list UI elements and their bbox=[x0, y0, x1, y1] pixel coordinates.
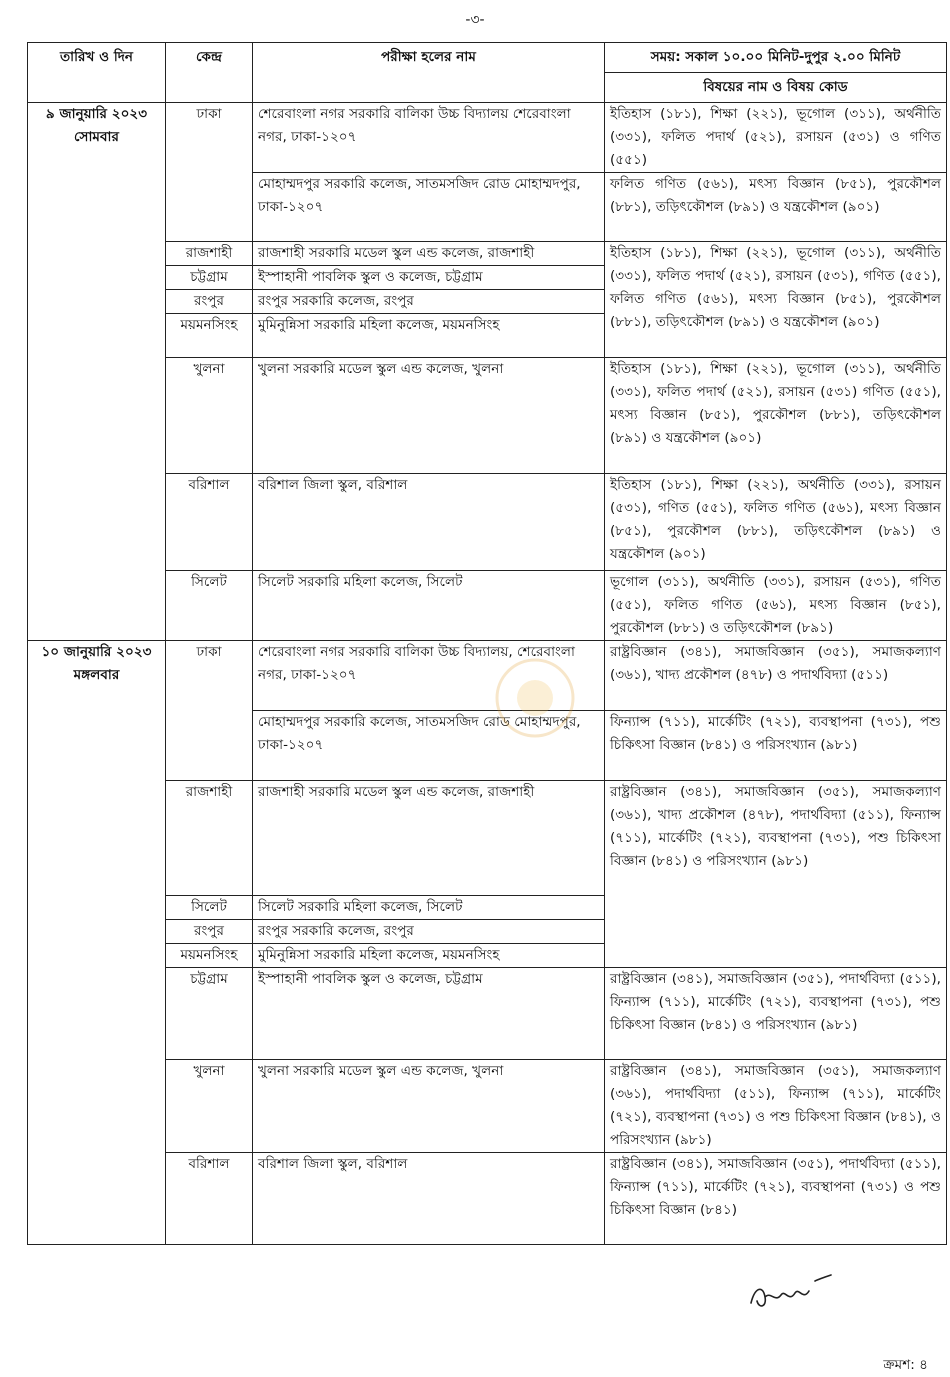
header-subject: বিষয়ের নাম ও বিষয় কোড bbox=[605, 73, 947, 103]
table-row bbox=[28, 1060, 947, 1153]
subject-cell: রাষ্ট্রবিজ্ঞান (৩৪১), সমাজবিজ্ঞান (৩৫১), সমাজকল্যাণ (৩৬১), পদার্থবিদ্যা (৫১১), ফিন্যান্স (৭১১), মার্কেটিং (৭২১), ব্যবস্থাপনা (৭৩১) ও পশু চিকিৎসা বিজ্ঞান (৮৪১), ও পরিসংখ্যান (৯৮১) bbox=[605, 1060, 947, 1153]
hall-cell: মোহাম্মদপুর সরকারি কলেজ, সাতমসজিদ রোড মোহাম্মদপুর, ঢাকা-১২০৭ bbox=[253, 173, 605, 242]
date-cell bbox=[28, 103, 166, 641]
date: ৯ জানুয়ারি ২০২৩ bbox=[45, 106, 148, 122]
hall-cell: বরিশাল জিলা স্কুল, বরিশাল bbox=[253, 1153, 605, 1245]
center-cell: রংপুর bbox=[166, 920, 253, 944]
hall-cell: মোহাম্মদপুর সরকারি কলেজ, সাতমসজিদ রোড মোহাম্মদপুর, ঢাকা-১২০৭ bbox=[253, 711, 605, 781]
weekday: সোমবার bbox=[74, 129, 119, 145]
subject-cell: ইতিহাস (১৮১), শিক্ষা (২২১), ভূগোল (৩১১), অর্থনীতি (৩৩১), ফলিত পদার্থ (৫২১), রসায়ন (৫৩১) গণিত (৫৫১), মৎস্য বিজ্ঞান (৮৫১), পুরকৌশল (৮৮১), তড়িৎকৌশল (৮৯১) ও যন্ত্রকৌশল (৯০১) bbox=[605, 358, 947, 474]
center-cell: বরিশাল bbox=[166, 1153, 253, 1245]
hall-cell: বরিশাল জিলা স্কুল, বরিশাল bbox=[253, 474, 605, 571]
center-cell: ময়মনসিংহ bbox=[166, 944, 253, 968]
header-center: কেন্দ্র bbox=[166, 43, 253, 103]
sun-watermark-icon bbox=[492, 655, 578, 741]
footer-continued: ক্রমশ: ৪ bbox=[883, 1357, 928, 1373]
hall-cell: রংপুর সরকারি কলেজ, রংপুর bbox=[253, 290, 605, 314]
hall-cell: রংপুর সরকারি কলেজ, রংপুর bbox=[253, 920, 605, 944]
hall-cell: খুলনা সরকারি মডেল স্কুল এন্ড কলেজ, খুলনা bbox=[253, 358, 605, 474]
subject-cell: ভূগোল (৩১১), অর্থনীতি (৩৩১), রসায়ন (৫৩১), গণিত (৫৫১), ফলিত গণিত (৫৬১), মৎস্য বিজ্ঞান (৮৫১), পুরকৌশল (৮৮১) ও তড়িৎকৌশল (৮৯১) bbox=[605, 571, 947, 641]
center-cell: সিলেট bbox=[166, 896, 253, 920]
subject-cell: রাষ্ট্রবিজ্ঞান (৩৪১), সমাজবিজ্ঞান (৩৫১), সমাজকল্যাণ (৩৬১), খাদ্য প্রকৌশল (৪৭৮), পদার্থবিদ্যা (৫১১), ফিন্যান্স (৭১১), মার্কেটিং (৭২১), ব্যবস্থাপনা (৭৩১), পশু চিকিৎসা বিজ্ঞান (৮৪১) ও পরিসংখ্যান (৯৮১) bbox=[605, 781, 947, 968]
center-cell: রাজশাহী bbox=[166, 242, 253, 266]
header-hall: পরীক্ষা হলের নাম bbox=[253, 43, 605, 103]
center-cell: ময়মনসিংহ bbox=[166, 314, 253, 358]
table-row bbox=[28, 571, 947, 641]
signature-icon bbox=[745, 1273, 835, 1315]
page-number: -৩- bbox=[465, 12, 485, 28]
date-cell bbox=[28, 641, 166, 1245]
table-row bbox=[28, 242, 947, 266]
subject-cell: রাষ্ট্রবিজ্ঞান (৩৪১), সমাজবিজ্ঞান (৩৫১), পদার্থবিদ্যা (৫১১), ফিন্যান্স (৭১১), মার্কেটিং (৭২১), ব্যবস্থাপনা (৭৩১) ও পশু চিকিৎসা বিজ্ঞান (৮৪১) bbox=[605, 1153, 947, 1245]
subject-cell: ইতিহাস (১৮১), শিক্ষা (২২১), ভূগোল (৩১১), অর্থনীতি (৩৩১), ফলিত পদার্থ (৫২১), রসায়ন (৫৩১), গণিত (৫৫১), ফলিত গণিত (৫৬১), মৎস্য বিজ্ঞান (৮৫১), পুরকৌশল (৮৮১), তড়িৎকৌশল (৮৯১) ও যন্ত্রকৌশল (৯০১) bbox=[605, 242, 947, 358]
hall-cell: ইস্পাহানী পাবলিক স্কুল ও কলেজ, চট্টগ্রাম bbox=[253, 968, 605, 1060]
center-cell: খুলনা bbox=[166, 1060, 253, 1153]
subject-cell: রাষ্ট্রবিজ্ঞান (৩৪১), সমাজবিজ্ঞান (৩৫১), সমাজকল্যাণ (৩৬১), খাদ্য প্রকৌশল (৪৭৮) ও পদার্থবিদ্যা (৫১১) bbox=[605, 641, 947, 711]
subject-cell: ইতিহাস (১৮১), শিক্ষা (২২১), অর্থনীতি (৩৩১), রসায়ন (৫৩১), গণিত (৫৫১), ফলিত গণিত (৫৬১), মৎস্য বিজ্ঞান (৮৫১), পুরকৌশল (৮৮১), তড়িৎকৌশল (৮৯১) ও যন্ত্রকৌশল (৯০১) bbox=[605, 474, 947, 571]
table-row bbox=[28, 781, 947, 896]
hall-cell: রাজশাহী সরকারি মডেল স্কুল এন্ড কলেজ, রাজশাহী bbox=[253, 242, 605, 266]
table-row bbox=[28, 968, 947, 1060]
header-date-day: তারিখ ও দিন bbox=[28, 43, 166, 103]
subject-cell: ইতিহাস (১৮১), শিক্ষা (২২১), ভূগোল (৩১১), অর্থনীতি (৩৩১), ফলিত পদার্থ (৫২১), রসায়ন (৫৩১) ও গণিত (৫৫১) bbox=[605, 103, 947, 173]
header-row-1 bbox=[28, 43, 947, 73]
center-cell: বরিশাল bbox=[166, 474, 253, 571]
subject-cell: রাষ্ট্রবিজ্ঞান (৩৪১), সমাজবিজ্ঞান (৩৫১), পদার্থবিদ্যা (৫১১), ফিন্যান্স (৭১১), মার্কেটিং (৭২১), ব্যবস্থাপনা (৭৩১), পশু চিকিৎসা বিজ্ঞান (৮৪১) ও পরিসংখ্যান (৯৮১) bbox=[605, 968, 947, 1060]
table-row bbox=[28, 358, 947, 474]
center-cell: রাজশাহী bbox=[166, 781, 253, 896]
header-time: সময়: সকাল ১০.০০ মিনিট-দুপুর ২.০০ মিনিট bbox=[605, 43, 947, 73]
hall-cell: সিলেট সরকারি মহিলা কলেজ, সিলেট bbox=[253, 571, 605, 641]
hall-cell: শেরেবাংলা নগর সরকারি বালিকা উচ্চ বিদ্যালয়, শেরেবাংলা নগর, ঢাকা-১২০৭ bbox=[253, 641, 605, 711]
center-cell: চট্টগ্রাম bbox=[166, 266, 253, 290]
table-row bbox=[28, 474, 947, 571]
hall-cell: সিলেট সরকারি মহিলা কলেজ, সিলেট bbox=[253, 896, 605, 920]
center-cell: ঢাকা bbox=[166, 641, 253, 781]
weekday: মঙ্গলবার bbox=[73, 667, 120, 683]
table-row bbox=[28, 103, 947, 173]
subject-cell: ফিন্যান্স (৭১১), মার্কেটিং (৭২১), ব্যবস্থাপনা (৭৩১), পশু চিকিৎসা বিজ্ঞান (৮৪১) ও পরিসংখ্যান (৯৮১) bbox=[605, 711, 947, 781]
center-cell: রংপুর bbox=[166, 290, 253, 314]
center-cell: সিলেট bbox=[166, 571, 253, 641]
hall-cell: খুলনা সরকারি মডেল স্কুল এন্ড কলেজ, খুলনা bbox=[253, 1060, 605, 1153]
exam-schedule-table bbox=[27, 42, 947, 1245]
hall-cell: মুমিনুন্নিসা সরকারি মহিলা কলেজ, ময়মনসিংহ bbox=[253, 944, 605, 968]
table-row bbox=[28, 1153, 947, 1245]
table-row bbox=[28, 641, 947, 711]
hall-cell: মুমিনুন্নিসা সরকারি মহিলা কলেজ, ময়মনসিংহ bbox=[253, 314, 605, 358]
hall-cell: শেরেবাংলা নগর সরকারি বালিকা উচ্চ বিদ্যালয় শেরেবাংলা নগর, ঢাকা-১২০৭ bbox=[253, 103, 605, 173]
center-cell: চট্টগ্রাম bbox=[166, 968, 253, 1060]
hall-cell: রাজশাহী সরকারি মডেল স্কুল এন্ড কলেজ, রাজশাহী bbox=[253, 781, 605, 896]
center-cell: ঢাকা bbox=[166, 103, 253, 242]
center-cell: খুলনা bbox=[166, 358, 253, 474]
subject-cell: ফলিত গণিত (৫৬১), মৎস্য বিজ্ঞান (৮৫১), পুরকৌশল (৮৮১), তড়িৎকৌশল (৮৯১) ও যন্ত্রকৌশল (৯০১) bbox=[605, 173, 947, 242]
hall-cell: ইস্পাহানী পাবলিক স্কুল ও কলেজ, চট্টগ্রাম bbox=[253, 266, 605, 290]
date: ১০ জানুয়ারি ২০২৩ bbox=[41, 644, 152, 660]
